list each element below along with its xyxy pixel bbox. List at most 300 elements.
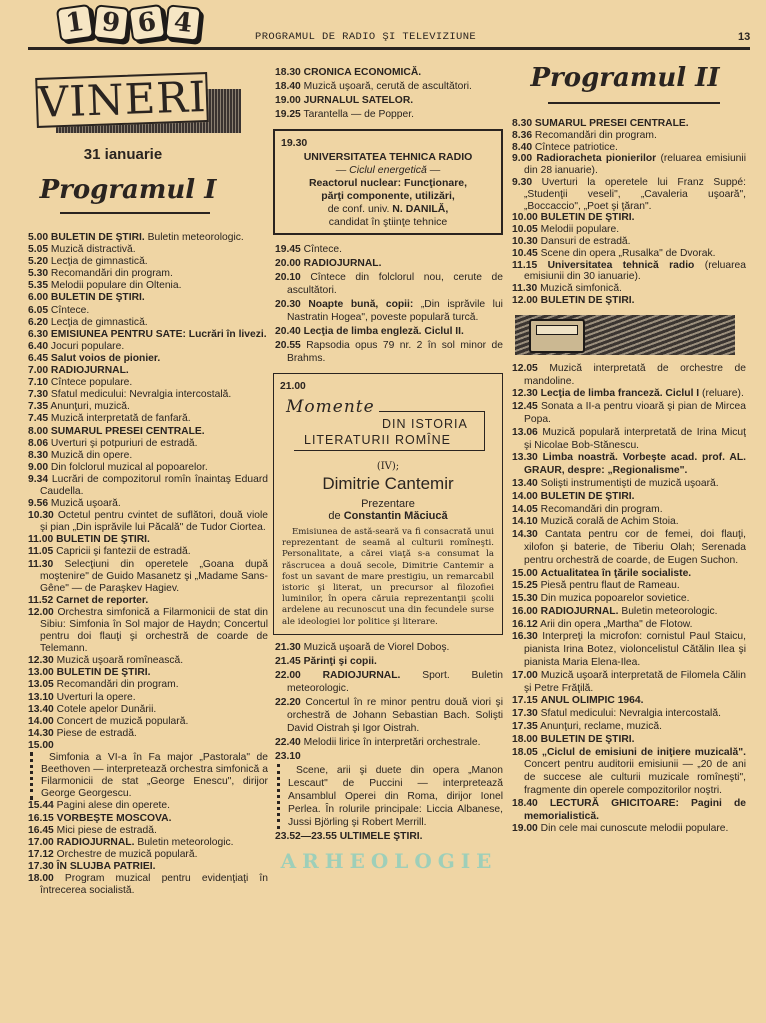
entry-text: Muzică uşoară romînească. — [56, 655, 184, 667]
entry-time: 19.25 — [275, 109, 301, 120]
entry-time: 17.00 — [512, 669, 538, 681]
program-entry — [28, 268, 268, 280]
program-entry — [275, 257, 503, 270]
program-entry — [28, 559, 268, 595]
program-entry — [512, 283, 746, 295]
entry-text: Muzică uşoară interpretată de Filomela Călin şi Petre Frăţilă. — [524, 669, 746, 694]
program-entry — [512, 529, 746, 567]
entry-text: Cîntece. — [50, 304, 90, 316]
entry-text: Concert de muzică populară. — [56, 715, 189, 727]
entry-time: 11.05 — [28, 546, 54, 558]
program-entry — [28, 655, 268, 667]
program-entry — [512, 452, 746, 478]
entry-text: Sfatul medicului: Nevralgia intercostală. — [540, 708, 721, 720]
presented-label: Prezentare — [361, 498, 415, 510]
program-entry — [28, 256, 268, 268]
entry-time: 23.52—23.55 — [275, 830, 337, 842]
entry-title: BULETIN DE ŞTIRI. — [540, 212, 635, 224]
box-subtitle: — Ciclul energetică — — [335, 164, 441, 176]
program-entry — [28, 704, 268, 716]
entry-text: Capricii şi fantezii de estradă. — [56, 546, 191, 558]
entry-time: 15.30 — [512, 593, 538, 605]
entry-title: Limba noastră. Vorbeşte acad. prof. AL. GRAUR, despre: „Regionalisme". — [524, 452, 746, 477]
program-entry — [512, 363, 746, 389]
entry-title: SUMARUL PRESEI CENTRALE. — [534, 118, 689, 129]
entry-time: 20.00 — [275, 258, 301, 269]
program-entry — [512, 504, 746, 517]
entry-time: 12.30 — [512, 388, 538, 400]
entry-title: BULETIN DE ŞTIRI. — [540, 733, 635, 745]
entry-title: Carnet de reporter. — [56, 594, 149, 606]
entry-title: CRONICA ECONOMICĂ. — [303, 67, 422, 78]
entry-time: 19.45 — [275, 244, 301, 255]
program-entry — [28, 438, 268, 450]
year-logo — [58, 6, 200, 40]
box-topic: Reactorul nuclear: Funcţionare, — [308, 177, 468, 189]
program-entry — [28, 244, 268, 256]
entry-text: Cantata pentru cor de femei, doi flauţi, xilofon şi baterie, de Tiberiu Olah; Serenada pentru orchestră de coarde, de Eugen Suchon. — [524, 529, 746, 566]
box-title: UNIVERSITATEA TEHNICA RADIO — [303, 151, 473, 163]
entry-time: 12.45 — [512, 401, 538, 413]
entry-time: 13.10 — [28, 691, 54, 703]
entry-title: RADIOJURNAL. — [540, 605, 619, 617]
program-entry — [275, 830, 503, 843]
entry-time: 6.00 — [28, 292, 49, 304]
entry-text: (reluare). — [699, 388, 744, 400]
program-entry — [512, 708, 746, 721]
entry-text: Mici piese de estradă. — [56, 824, 157, 836]
program-entry — [28, 861, 268, 873]
entry-text: Din cele mai cunoscute melodii populare. — [540, 823, 729, 835]
entry-title: Universitatea tehnică radio — [547, 259, 695, 271]
program-entry — [28, 329, 268, 341]
entry-title: LECTURĂ GHICITOARE: Pagini de memorialistică. — [524, 797, 746, 822]
program-1-title: Programul I — [39, 175, 217, 205]
program-entry — [275, 696, 503, 735]
program-entry — [512, 670, 746, 696]
year-digit: 9 — [92, 4, 129, 41]
entry-title: BULETIN DE ŞTIRI. — [50, 292, 145, 304]
logo-line: LITERATURII ROMÎNE — [304, 433, 451, 447]
entry-time: 14.00 — [512, 490, 538, 502]
entry-text: Sonata a II-a pentru vioară şi pian de Mircea Popa. — [524, 401, 746, 425]
entry-time: 13.40 — [512, 477, 538, 489]
entry-time: 15.00 — [28, 739, 54, 751]
entry-time: 18.00 — [512, 733, 538, 745]
entry-text: Anunţuri, reclame, muzică. — [540, 721, 662, 733]
program-entry — [512, 401, 746, 427]
entry-title: RADIOJURNAL. — [56, 836, 135, 848]
entry-time: 17.30 — [512, 708, 538, 720]
entry-time: 18.30 — [275, 67, 301, 78]
entry-time: 11.00 — [28, 534, 54, 546]
entry-text: Jocuri populare. — [50, 340, 125, 352]
program-1-list — [28, 232, 268, 897]
featured-box-1930 — [273, 129, 503, 235]
program-entry — [275, 655, 503, 668]
program-entry — [275, 298, 503, 324]
box-author: N. DANILĂ, — [392, 203, 449, 215]
program-entry — [28, 510, 268, 534]
program-1-list-cont — [275, 243, 503, 365]
entry-time: 5.30 — [28, 268, 49, 280]
program-entry — [512, 295, 746, 307]
program-entry — [28, 292, 268, 304]
highlighted-entry-text: Simfonia a VI-a în Fa major „Pastorala" de Beethoven — interpretează orchestra simfonică a Filarmonicii de stat „George Enescu", dirijor George Georgescu. — [30, 752, 268, 800]
entry-text: Buletin meteorologic. — [134, 836, 234, 848]
entry-text: Sfatul medicului: Nevralgia intercostală. — [50, 389, 232, 401]
entry-time: 21.30 — [275, 641, 301, 653]
entry-text: Recomandări din program. — [56, 679, 179, 691]
program-entry — [28, 740, 268, 752]
entry-text: Recomandări din program. — [50, 268, 173, 280]
entry-text: „Din isprăvile lui Nastratin Hogea", poveste populară turcă. — [287, 299, 503, 323]
page-number: 13 — [738, 31, 751, 43]
program-entry — [512, 580, 746, 593]
entry-time: 22.00 — [275, 669, 301, 681]
program-entry — [512, 248, 746, 260]
entry-text: Buletin meteorologic. — [144, 232, 244, 243]
program-entry — [275, 66, 503, 79]
program-entry — [28, 450, 268, 462]
entry-title: ÎN SLUJBA PATRIEI. — [56, 860, 156, 872]
entry-time: 5.00 — [28, 232, 49, 243]
program-entry — [28, 401, 268, 413]
entry-time: 15.44 — [28, 800, 54, 812]
program-entry — [28, 498, 268, 510]
entry-title: RADIOJURNAL. — [303, 258, 382, 269]
box-time: 21.00 — [280, 381, 306, 392]
entry-time: 18.05 — [512, 746, 538, 758]
episode-description: Emisiunea de astă-seară va fi consacrată unui reprezentant de seamă al culturii romîneşti. Personalitate, a cărei viaţă s-a consumat la răscrucea a două secole, Dimitrie Cantemir a fost un savant de mare prestigiu, un remarcabil istoric şi literat, un precursor al filozofiei luminilor, în opera căruia reprezentanţii şcolii ardelene au recunoscut una din fecundele surse ale ideologiei lor politice şi literare. — [282, 527, 494, 627]
program-entry — [28, 716, 268, 728]
entry-time: 16.00 — [512, 605, 538, 617]
series-logo — [286, 397, 485, 451]
logo-script: Momente — [286, 398, 379, 416]
program-entry — [512, 619, 746, 632]
entry-time: 10.30 — [512, 235, 538, 247]
program-entry — [275, 669, 503, 695]
entry-text: Interpreţi la microfon: cornistul Paul Staicu, pianista Irina Botez, violoncelistul Cătălin Ilea şi pianista Maria Elena-Ilea. — [524, 631, 746, 669]
entry-time: 20.30 — [275, 299, 301, 310]
entry-text: (reluarea emisiunii din 28 ianuarie). — [524, 153, 746, 177]
program-entry — [512, 388, 746, 401]
program-entry — [512, 142, 746, 154]
entry-time: 7.45 — [28, 413, 49, 425]
entry-text: Buletin meteorologic. — [618, 605, 718, 617]
entry-time: 8.00 — [28, 425, 49, 437]
program-entry — [275, 736, 503, 749]
program-entry — [512, 177, 746, 212]
entry-text: Pagini alese din operete. — [56, 800, 171, 812]
program-entry — [28, 341, 268, 353]
entry-text: Muzică uşoară de Viorel Doboş. — [303, 641, 450, 653]
entry-text: Cotele apelor Dunării. — [56, 703, 157, 715]
entry-time: 17.30 — [28, 860, 54, 872]
program-entry — [28, 534, 268, 546]
entry-text: Uverturi şi potpuriuri de estradă. — [50, 437, 198, 449]
entry-time: 16.30 — [512, 631, 538, 643]
entry-text: Muzică populară interpretată de Irina Micuţ şi Nicolae Bob-Stănescu. — [524, 426, 746, 451]
entry-text: Lucrări de compozitorul romîn înaintaş Eduard Caudella. — [40, 473, 268, 497]
program-entry — [275, 243, 503, 256]
divider — [548, 102, 720, 104]
year-digit: 4 — [164, 4, 201, 41]
entry-time: 18.40 — [512, 797, 538, 809]
author: Constantin Măciucă — [343, 510, 448, 522]
entry-text: Muzică interpretată de orchestre de mandoline. — [524, 362, 746, 387]
entry-text: Concert pentru auditorii emisiunii — „20 de ani de succese ale culturii muzicale romîneşti", fragmente din operele compozitorilor noştri. — [524, 759, 746, 797]
entry-text: Solişti instrumentişti de muzică uşoară. — [540, 477, 719, 489]
entry-title: Actualitatea în ţările socialiste. — [540, 567, 692, 579]
entry-title: Părinţi şi copii. — [303, 655, 377, 667]
program-entry — [28, 607, 268, 655]
episode-number: (IV); — [376, 461, 400, 472]
entry-time: 7.30 — [28, 389, 49, 401]
program-entry — [28, 849, 268, 861]
program-entry — [28, 679, 268, 691]
box-author-title: candidat în ştiinţe tehnice — [328, 216, 448, 228]
entry-text: Melodii populare. — [540, 224, 620, 236]
entry-title: EMISIUNEA PENTRU SATE: Lucrări în livezi. — [50, 328, 267, 340]
entry-time: 22.40 — [275, 736, 301, 748]
radio-icon — [529, 319, 585, 353]
program-2-list-cont — [512, 363, 746, 836]
entry-text: Muzică simfonică. — [540, 283, 622, 295]
program-entry — [512, 606, 746, 619]
entry-time: 16.12 — [512, 618, 538, 630]
entry-text: Melodii lirice în interpretări orchestrale. — [303, 736, 481, 748]
entry-time: 16.15 — [28, 812, 54, 824]
entry-time: 6.45 — [28, 352, 49, 364]
entry-title: JURNALUL SATELOR. — [303, 95, 414, 106]
program-entry — [512, 516, 746, 529]
program-entry — [275, 271, 503, 297]
featured-box-2100 — [273, 373, 503, 635]
entry-text: Cîntece din folclorul nou, cerute de ascultători. — [287, 272, 503, 296]
entry-time: 6.30 — [28, 328, 49, 340]
entry-text: Selecţiuni din operetele „Goana după moştenire" de Guido Masanetz şi „Madame Sans-Gêne" — de Paraşkev Hagiev. — [40, 558, 268, 594]
entry-time: 15.00 — [512, 567, 538, 579]
program-entry — [28, 667, 268, 679]
entry-text: Concertul în re minor pentru două viori şi orchestră de Johann Sebastian Bach. Solişti David Oistrah şi Igor Oistrah. — [287, 696, 503, 734]
entry-time: 10.05 — [512, 224, 538, 236]
entry-time: 6.20 — [28, 316, 49, 328]
entry-time: 15.25 — [512, 580, 538, 592]
entry-text: Muzică uşoară, cerută de ascultători. — [303, 81, 472, 92]
entry-title: BULETIN DE ŞTIRI. — [540, 294, 635, 306]
entry-time: 20.10 — [275, 272, 301, 283]
entry-time: 11.30 — [512, 283, 538, 295]
program-entry — [512, 224, 746, 236]
program-entry — [28, 837, 268, 849]
program-entry — [28, 825, 268, 837]
program-entry — [512, 823, 746, 836]
entry-time: 14.10 — [512, 516, 538, 528]
entry-title: BULETIN DE ŞTIRI. — [50, 232, 145, 243]
entry-title: „Ciclul de emisiuni de iniţiere muzicală". — [541, 746, 746, 758]
program-entry — [512, 695, 746, 708]
watermark: ARHEOLOGIE — [280, 848, 498, 873]
program-1-list-cont — [275, 641, 503, 843]
entry-text: Uverturi la opere. — [56, 691, 136, 703]
entry-text: Orchestre de muzică populară. — [56, 848, 198, 860]
entry-time: 8.06 — [28, 437, 49, 449]
program-entry — [512, 631, 746, 669]
program-entry — [28, 377, 268, 389]
program-entry — [512, 747, 746, 798]
entry-title: VORBEŞTE MOSCOVA. — [56, 812, 172, 824]
entry-time: 7.00 — [28, 365, 49, 377]
entry-text: Anunţuri, muzică. — [50, 401, 130, 413]
program-entry — [28, 353, 268, 365]
program-entry — [512, 153, 746, 177]
entry-time: 12.05 — [512, 362, 538, 374]
entry-time: 13.00 — [28, 667, 54, 679]
header-rule — [28, 47, 750, 50]
entry-time: 7.10 — [28, 377, 49, 389]
program-entry — [28, 365, 268, 377]
entry-time: 10.30 — [28, 510, 54, 522]
entry-time: 8.40 — [512, 141, 533, 153]
program-entry — [512, 734, 746, 747]
divider — [60, 212, 210, 214]
program-entry — [512, 130, 746, 142]
entry-text: Sport. Buletin meteorologic. — [287, 669, 503, 694]
entry-time: 8.30 — [28, 449, 49, 461]
entry-text: Cîntece. — [303, 244, 343, 255]
day-banner — [36, 72, 236, 133]
entry-text: Lecţia de gimnastică. — [50, 316, 148, 328]
entry-text: Cîntece populare. — [50, 377, 133, 389]
entry-time: 11.15 — [512, 259, 538, 271]
entry-text: Muzică interpretată de fanfară. — [50, 413, 191, 425]
box-topic: părţi componente, utilizări, — [321, 190, 455, 202]
box-author-prefix: de conf. univ. — [327, 203, 393, 215]
entry-time: 5.05 — [28, 244, 49, 256]
entry-text: Melodii populare din Oltenia. — [50, 280, 182, 292]
program-entry — [275, 94, 503, 107]
program-entry — [28, 800, 268, 812]
entry-time: 17.12 — [28, 848, 54, 860]
entry-time: 12.30 — [28, 655, 54, 667]
entry-text: Dansuri de estradă. — [540, 235, 631, 247]
entry-time: 12.00 — [512, 294, 538, 306]
program-entry — [512, 118, 746, 130]
entry-title: SUMARUL PRESEI CENTRALE. — [50, 425, 205, 437]
entry-time: 7.35 — [28, 401, 49, 413]
entry-text: Muzică distractivă. — [50, 244, 136, 256]
entry-time: 14.05 — [512, 503, 538, 515]
entry-text: Muzică corală de Achim Stoia. — [540, 516, 679, 528]
entry-title: BULETIN DE ŞTIRI. — [56, 534, 150, 546]
entry-time: 13.06 — [512, 426, 538, 438]
entry-time: 12.00 — [28, 606, 54, 618]
entry-text: Octetul pentru cvintet de suflători, două viole şi pian „Din isprăvile lui Păcală" de Tudor Ciortea. — [40, 510, 268, 534]
program-entry — [28, 232, 268, 244]
middle-column — [275, 66, 503, 873]
entry-title: ANUL OLIMPIC 1964. — [540, 695, 644, 707]
program-entry — [28, 692, 268, 704]
episode-subject: Dimitrie Cantemir — [322, 474, 454, 493]
program-entry — [28, 873, 268, 897]
program-2-title: Programul II — [530, 63, 720, 93]
entry-time: 17.35 — [512, 721, 538, 733]
program-entry — [275, 641, 503, 654]
year-digit: 1 — [56, 4, 94, 42]
entry-time: 20.40 — [275, 326, 301, 337]
entry-title: BULETIN DE ŞTIRI. — [540, 490, 635, 502]
entry-text: Muzică din opere. — [50, 449, 133, 461]
entry-text: Recomandări din program. — [534, 129, 657, 141]
entry-title: ULTIMELE ŞTIRI. — [339, 830, 423, 842]
entry-title: Salut voios de pionier. — [50, 352, 161, 364]
box-time: 19.30 — [281, 137, 308, 149]
program-1-list-cont — [275, 66, 503, 121]
entry-time: 5.20 — [28, 256, 49, 268]
program-entry — [275, 750, 503, 763]
program-entry — [28, 426, 268, 438]
entry-text: Arii din opera „Martha" de Flotow. — [540, 618, 693, 630]
entry-text: Din folclorul muzical al popoarelor. — [50, 461, 208, 473]
year-digit: 6 — [128, 4, 166, 42]
entry-title: RADIOJURNAL. — [322, 669, 401, 681]
program-entry — [512, 568, 746, 581]
entry-time: 21.45 — [275, 655, 301, 667]
entry-time: 9.56 — [28, 498, 49, 510]
program-entry — [512, 798, 746, 824]
entry-time: 13.40 — [28, 703, 54, 715]
program-entry — [512, 427, 746, 453]
entry-title: Noapte bună, copii: — [308, 299, 414, 310]
entry-text: Tarantella — de Popper. — [303, 109, 414, 120]
entry-time: 17.00 — [28, 836, 54, 848]
entry-title: Lecţia de limba franceză. Ciclul I — [540, 388, 700, 400]
entry-time: 9.34 — [28, 473, 49, 485]
page-header-title: PROGRAMUL DE RADIO ŞI TELEVIZIUNE — [255, 31, 477, 43]
entry-time: 13.30 — [512, 452, 538, 464]
program-entry — [512, 593, 746, 606]
entry-time: 16.45 — [28, 824, 54, 836]
program-entry — [512, 721, 746, 734]
entry-time: 20.55 — [275, 340, 301, 351]
entry-time: 14.30 — [512, 529, 538, 541]
entry-time: 6.40 — [28, 340, 49, 352]
program-entry — [512, 260, 746, 284]
entry-text: Cîntece patriotice. — [534, 141, 618, 153]
program-entry — [512, 478, 746, 491]
right-column — [512, 118, 746, 836]
program-entry — [28, 474, 268, 498]
entry-text: Uverturi la operetele lui Franz Suppé: „Studenţii veseli", „Cavaleria uşoară", „Boccaccio", „Poet şi ţăran". — [524, 176, 746, 212]
program-entry — [28, 546, 268, 558]
program-entry — [512, 236, 746, 248]
day-name: VINERI — [37, 72, 208, 127]
entry-text: Piesă pentru flaut de Rameau. — [540, 580, 680, 592]
entry-text: Program muzical pentru evidenţiaţi în întrecerea socialistă. — [40, 872, 268, 897]
highlighted-entry-text: Scene, arii şi duete din opera „Manon Lescaut" de Puccini — interpretează Ansamblul Operei din Roma, dirijor Ionel Perlea. În rolurile principale: Liccia Albanese, Jussi Björling şi Robert Merrill. — [277, 764, 503, 829]
entry-time: 9.00 — [512, 153, 533, 165]
program-entry — [28, 413, 268, 425]
program-entry — [275, 108, 503, 121]
entry-time: 18.40 — [275, 81, 301, 92]
program-entry — [28, 317, 268, 329]
entry-time: 17.15 — [512, 695, 538, 707]
program-2-list — [512, 118, 746, 307]
program-entry — [275, 339, 503, 365]
program-entry — [275, 325, 503, 338]
program-entry — [28, 305, 268, 317]
